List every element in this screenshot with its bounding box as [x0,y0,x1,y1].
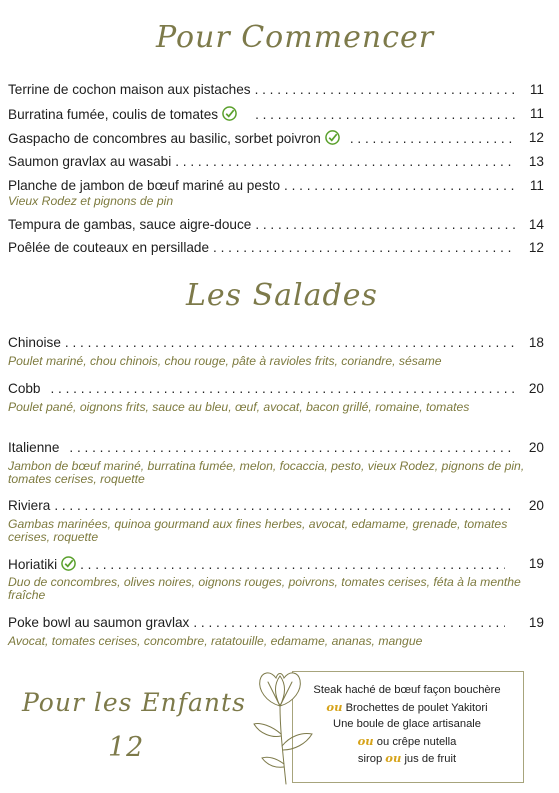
item-price: 11 [529,106,544,121]
item-name: Riviera [8,498,51,513]
item-price: 18 [528,335,544,350]
menu-item [8,154,515,170]
item-name: Saumon gravlax au wasabi [8,154,172,169]
menu-item [8,381,515,397]
menu-item [8,556,515,573]
starters-title: Pour Commencer [156,20,435,55]
salads-title: Les Salades [186,278,378,313]
item-description: Vieux Rodez et pignons de pin [8,194,174,208]
item-name: Poêlée de couteaux en persillade [8,240,210,255]
item-description: Jambon de bœuf mariné, burratina fumée, melon, focaccia, pesto, vieux Rodez, pignons de pin, tomates cerises, roquette [8,459,525,486]
item-price: 11 [529,82,544,97]
item-price: 14 [528,217,544,232]
menu-item [8,130,515,147]
item-price: 20 [528,440,544,455]
or-word: ou [326,700,343,714]
vegetarian-check-icon [325,130,340,145]
or-word: ou [385,751,402,765]
item-price: 13 [528,154,544,169]
kids-menu-line: ou Brochettes de poulet Yakitori [326,700,488,714]
item-price: 19 [528,615,544,630]
kids-title: Pour les Enfants [22,688,246,717]
item-price: 19 [528,556,544,571]
menu-item [8,440,515,456]
item-price: 11 [529,178,544,193]
menu-item [8,106,515,123]
item-price: 20 [528,381,544,396]
item-name: Chinoise [8,335,61,350]
item-description: Duo de concombres, olives noires, oignons rouges, poivrons, tomates cerises, féta à la menthe fraîche [8,575,521,602]
item-name: Gaspacho de concombres au basilic, sorbet poivron [8,130,340,147]
item-name: Italienne [8,440,60,455]
item-price: 20 [528,498,544,513]
item-description: Poulet mariné, chou chinois, chou rouge, pâte à ravioles frits, coriandre, sésame [8,354,442,368]
kids-menu-line: Une boule de glace artisanale [332,718,482,730]
vegetarian-check-icon [61,556,76,571]
item-name: Horiatiki [8,556,76,573]
kids-menu-line: Steak haché de bœuf façon bouchère [313,684,501,696]
item-description: Avocat, tomates cerises, concombre, ratatouille, edamame, ananas, mangue [8,634,423,648]
item-name: Poke bowl au saumon gravlax [8,615,190,630]
item-description: Poulet pané, oignons frits, sauce au bleu, œuf, avocat, bacon grillé, romaine, tomates [8,400,470,414]
menu-item [8,240,515,256]
menu-item [8,217,515,233]
kids-menu-line: ou ou crêpe nutella [357,734,457,748]
item-name: Planche de jambon de bœuf mariné au pesto [8,178,281,193]
item-name: Terrine de cochon maison aux pistaches [8,82,251,97]
item-name: Cobb [8,381,41,396]
menu-item [8,615,515,631]
item-description: Gambas marinées, quinoa gourmand aux fines herbes, avocat, edamame, grenade, tomates cerises, roquette [8,517,508,544]
item-name: Burratina fumée, coulis de tomates [8,106,237,123]
item-name: Tempura de gambas, sauce aigre-douce [8,217,252,232]
menu-item [8,335,515,351]
vegetarian-check-icon [222,106,237,121]
or-word: ou [357,734,374,748]
item-price: 12 [528,130,544,145]
menu-item [8,498,515,514]
menu-item [8,82,515,98]
kids-menu-line: sirop ou jus de fruit [357,751,457,765]
menu-item [8,178,515,194]
item-price: 12 [528,240,544,255]
kids-price: 12 [108,732,145,763]
